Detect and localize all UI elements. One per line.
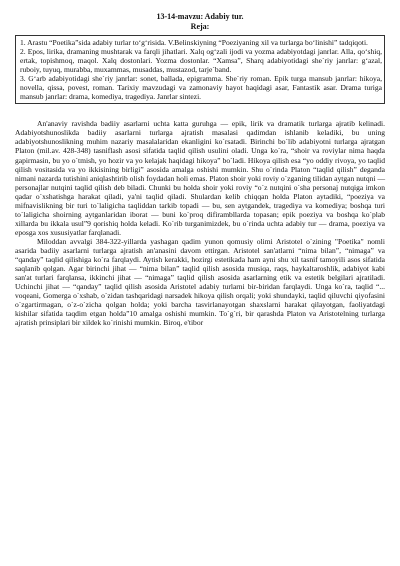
body-paragraph: Miloddan avvalgi 384-322-yillarda yashagan qadim yunon qomusiy olimi Aristotel o`zining "Poetika" nomli asarida badiiy asarlarni turlarga ajratish an'anasini davom ettirgan. Aristotel san'atlarni “nima bilan”, “nimaga” va “qanday” taqlid qilishiga ko`ra farqlaydi. Aytish kerakki, hozirgi estetikada ham ayni shu xil tasnif tamoyili asos sifatida saqlanib qolgan. Agar birinchi jihat — “nima bilan” taqlid qilish asosida musiqa, raqs, haykaltaroshlik, adabiyot kabi san'at turlari farqlansa, ikkinchi jihat — “nimaga” taqlid qilish asosida asarlarning etik va estetik belgilari ajratiladi. Uchinchi jihat — “qanday” taqlid qilish asosida Aristotel adabiy turlarni bir-biridan farqlaydi. Unga ko`ra, taqlid “... voqeani, Gomerga o`xshab, o`zidan tashqaridagi narsadek hikoya qilish orqali; yoki shundayki, taqlid qiluvchi qiyofasini o`zgartirmagan, o`z-o`zicha qolgan holda; yoki barcha tasvirlanayotgan shaxslarni harakat qilayotgan, faoliyatdagi kishilar sifatida taqdim etgan holda”10 amalga oshishi mumkin. To`g`ri, bir qarashda Platon va Aristotelning turlarga ajratish prinsiplari bir xildek ko`rinishi mumkin. Biroq, e'tibor [15,236,385,328]
body-paragraph: An'anaviy ravishda badiiy asarlarni uchta katta guruhga — epik, lirik va dramatik turlarga ajratib kelinadi. Adabiyotshunoslikda badiiy asarlarni turlarga ajratish masalasi qadimdan ishlanib keladiki, bu uning adabiyotshunoslikning muhim nazariy masalalaridan ekanligini ko`rsatadi. Birinchi bo`lib adabiyotni turlarga ajratgan Platon (mil.av. 428-348) tasniflash asosi sifatida taqlid qilish usulini oladi. Unga ko`ra, “shoir va roviylar nima haqda gapirmasin, bu yo o`tmish, yo hozir va yo kelajak haqidagi hikoya” bo`ladi. Hikoya qilish esa “yo oddiy rivoya, yo taqlid qilish vositasida va yo ikkisining birligi” asosida amalga oshishi mumkin. Shu o`rinda Platon “taqlid qilish” deganda nimani nazarda tutishini aniqlashtirib olish foydadan holi emas. Platon shoir yoki roviy o`zganing tilidan aytgan nutqni — personajlar nutqini taqlid qilish deb biladi. Chunki bu holda shoir yoki roviy “o`z nutqini o`sha personaj nutqiga imkon qadar o`xshatishga harakat qiladi, ya'ni taqlid qiladi. Shulardan kelib chiqqan holda Platon aytadiki, “poeziya va mifnavislikning bir turi to`laligicha taqliddan tarkib topadi — bu, sen aytgandek, tragediya va komediya; boshqa turi to`laligicha shoirning aytganlaridan iborat — buni ko`proq difirambllarda topasan; epik poeziya va boshqa ko`plab xillarda bu ikkala usul”9 qorishiq holda keladi. Ko`rib turganimizdek, bu o`rinda uchta adabiy tur — drama, poeziya va eposga xos xususiyatlar farqlanadi. [15,119,385,237]
plan-item: 2. Epos, lirika, dramaning mushtarak va farqli jihatlari. Xalq og‘zali ijodi va yozma adabiyotdagi janrlar. Alla, qo‘shiq, ertak, topishmoq, maqol. Xalq dostonlari. Yozma dostonlar. “Xamsa”, Sharq adabiyotidagi she`riy janrlar: g‘azal, ruboiy, tuyuq, murabba, muxammas, musaddas, mustazod, tarje`band. [20,47,382,75]
plan-item: 1. Arastu “Poetika”sida adabiy turlar to‘g‘risida. V.Belinskiyning “Poeziyaning xil va turlarga bo‘linishi” tadqiqoti. [20,38,368,47]
document-content [15,12,385,327]
document-title: 13-14-mavzu: Adabiy tur. [156,12,244,21]
plan-heading: Reja: [190,22,210,31]
plan-box [15,35,385,104]
plan-item: 3. G‘arb adabiyotidagi she`riy janrlar: sonet, ballada, epigramma. She`riy roman. Epik turga mansub janrlar: hikoya, novella, qissa, povest, roman. Tarixiy mavzudagi va zamonaviy hayot haqidagi asar, Fantastik asar. Drama turiga mansub janrlar: drama, komediya, tragediya. Janrlar sintezi. [20,74,382,102]
